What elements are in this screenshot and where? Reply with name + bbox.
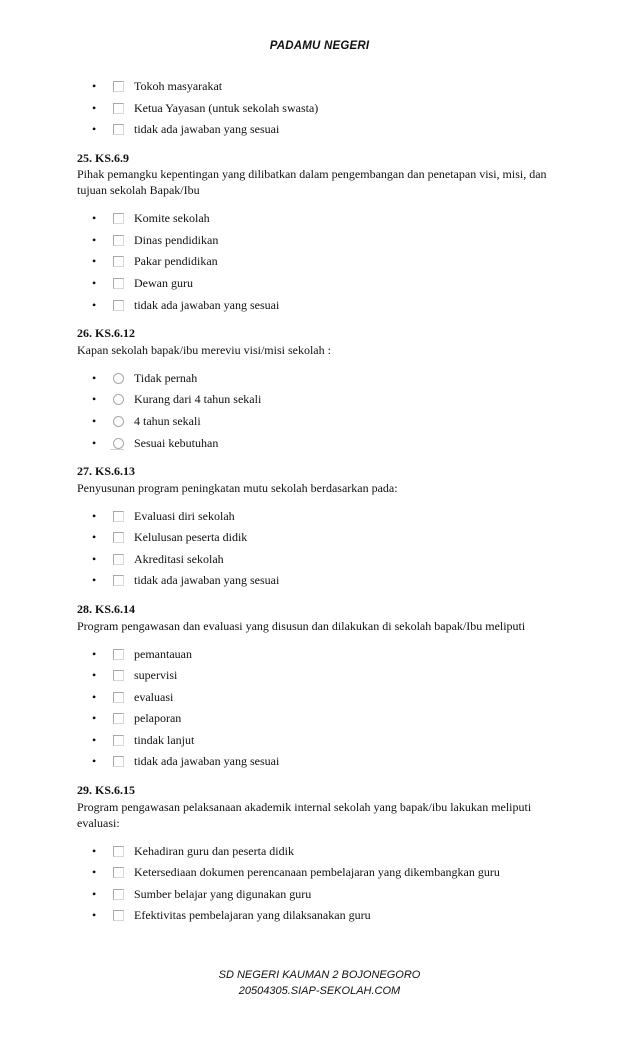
checkbox[interactable] xyxy=(113,575,124,586)
option-label: Komite sekolah xyxy=(134,211,210,226)
option-label: Akreditasi sekolah xyxy=(134,551,224,566)
checkbox[interactable] xyxy=(113,649,124,660)
page-header: PADAMU NEGERI xyxy=(269,40,370,52)
question-text: Program pengawasan pelaksanaan akademik internal sekolah yang bapak/ibu lakukan meliputi evaluasi: xyxy=(77,799,532,830)
bullet-icon: • xyxy=(92,551,97,566)
bullet-icon: • xyxy=(92,668,97,683)
option-list-prev xyxy=(77,76,567,141)
option-label: 4 tahun sekali xyxy=(134,413,201,428)
footer-site: 20504305.SIAP-SEKOLAH.COM xyxy=(238,985,401,997)
radio-button[interactable] xyxy=(113,438,124,449)
option-label: Dinas pendidikan xyxy=(134,232,219,247)
list-item xyxy=(77,644,567,666)
bullet-icon: • xyxy=(92,370,97,385)
footer-school: SD NEGERI KAUMAN 2 BOJONEGORO xyxy=(218,969,421,981)
checkbox[interactable] xyxy=(113,846,124,857)
list-item xyxy=(77,862,567,884)
list-item xyxy=(77,251,567,273)
radio-button[interactable] xyxy=(113,416,124,427)
checkbox[interactable] xyxy=(113,713,124,724)
question-code: 25. KS.6.9 xyxy=(77,150,130,165)
list-item xyxy=(77,119,567,141)
list-item xyxy=(77,411,567,433)
bullet-icon: • xyxy=(92,573,97,588)
checkbox[interactable] xyxy=(113,735,124,746)
question-text: Penyusunan program peningkatan mutu sekolah berdasarkan pada: xyxy=(77,480,398,495)
list-item xyxy=(77,389,567,411)
option-label: Efektivitas pembelajaran yang dilaksanakan guru xyxy=(134,908,371,923)
checkbox[interactable] xyxy=(113,278,124,289)
checkbox[interactable] xyxy=(113,103,124,114)
checkbox[interactable] xyxy=(113,300,124,311)
checkbox[interactable] xyxy=(113,889,124,900)
list-item xyxy=(77,687,567,709)
option-list xyxy=(77,644,567,774)
question-code: 28. KS.6.14 xyxy=(77,602,136,616)
checkbox[interactable] xyxy=(113,81,124,92)
list-item xyxy=(77,884,567,906)
option-label: Sesuai kebutuhan xyxy=(134,435,219,450)
bullet-icon: • xyxy=(92,100,97,115)
checkbox[interactable] xyxy=(113,532,124,543)
option-label: tidak ada jawaban yang sesuai xyxy=(134,573,280,588)
list-item xyxy=(77,506,567,528)
list-item xyxy=(77,905,567,927)
checkbox[interactable] xyxy=(113,692,124,703)
question-text: Program pengawasan dan evaluasi yang disusun dan dilakukan di sekolah bapak/Ibu meliputi xyxy=(77,618,526,633)
option-label: Pakar pendidikan xyxy=(134,254,218,269)
option-label: evaluasi xyxy=(134,689,174,704)
question-text: Kapan sekolah bapak/ibu mereviu visi/misi sekolah : xyxy=(77,342,331,357)
list-item xyxy=(77,433,567,455)
list-item xyxy=(77,751,567,773)
bullet-icon: • xyxy=(92,79,97,93)
checkbox[interactable] xyxy=(113,235,124,246)
bullet-icon: • xyxy=(92,435,97,450)
bullet-icon: • xyxy=(92,392,97,407)
question-code: 26. KS.6.12 xyxy=(77,326,136,341)
list-item xyxy=(77,273,567,295)
list-item xyxy=(77,841,567,863)
question-code: 27. KS.6.13 xyxy=(77,464,136,479)
bullet-icon: • xyxy=(92,413,97,428)
checkbox[interactable] xyxy=(113,256,124,267)
option-label: Dewan guru xyxy=(134,276,193,291)
checkbox[interactable] xyxy=(113,867,124,878)
checkbox[interactable] xyxy=(113,124,124,135)
option-label: tidak ada jawaban yang sesuai xyxy=(134,122,280,137)
list-item xyxy=(77,665,567,687)
option-list xyxy=(77,506,567,592)
bullet-icon: • xyxy=(92,297,97,312)
option-label: Sumber belajar yang digunakan guru xyxy=(134,886,312,901)
option-label: supervisi xyxy=(134,668,178,683)
option-list xyxy=(77,368,567,454)
option-label: tidak ada jawaban yang sesuai xyxy=(134,297,280,312)
bullet-icon: • xyxy=(92,232,97,247)
bullet-icon: • xyxy=(92,530,97,545)
checkbox[interactable] xyxy=(113,670,124,681)
checkbox[interactable] xyxy=(113,554,124,565)
bullet-icon: • xyxy=(92,689,97,704)
bullet-icon: • xyxy=(92,732,97,747)
bullet-icon: • xyxy=(92,646,97,661)
option-label: Kurang dari 4 tahun sekali xyxy=(134,392,262,407)
bullet-icon: • xyxy=(92,276,97,291)
list-item xyxy=(77,295,567,317)
bullet-icon: • xyxy=(92,122,97,137)
option-label: tindak lanjut xyxy=(134,732,195,747)
bullet-icon: • xyxy=(92,508,97,523)
bullet-icon: • xyxy=(92,254,97,269)
checkbox[interactable] xyxy=(113,511,124,522)
bullet-icon: • xyxy=(92,711,97,726)
option-label: Kehadiran guru dan peserta didik xyxy=(134,843,294,858)
bullet-icon: • xyxy=(92,865,97,880)
option-label: Evaluasi diri sekolah xyxy=(134,508,235,523)
list-item xyxy=(77,98,567,120)
list-item xyxy=(77,549,567,571)
list-item xyxy=(77,76,567,98)
bullet-icon: • xyxy=(92,754,97,769)
list-item xyxy=(77,570,567,592)
list-item xyxy=(77,230,567,252)
list-item xyxy=(77,527,567,549)
bullet-icon: • xyxy=(92,843,97,858)
bullet-icon: • xyxy=(92,908,97,923)
bullet-icon: • xyxy=(92,886,97,901)
question-text: Pihak pemangku kepentingan yang dilibatkan dalam pengembangan dan penetapan visi, misi, dan tujuan sekolah Bapak/Ibu xyxy=(77,167,547,198)
option-label: Ketua Yayasan (untuk sekolah swasta) xyxy=(134,100,319,115)
radio-button[interactable] xyxy=(113,394,124,405)
option-list xyxy=(77,841,567,927)
option-list xyxy=(77,208,567,316)
list-item xyxy=(77,708,567,730)
option-label: pemantauan xyxy=(134,646,192,661)
list-item xyxy=(77,368,567,390)
option-label: Ketersediaan dokumen perencanaan pembelajaran yang dikembangkan guru xyxy=(134,865,500,880)
option-label: pelaporan xyxy=(134,711,182,726)
list-item xyxy=(77,208,567,230)
option-label: tidak ada jawaban yang sesuai xyxy=(134,754,280,769)
question-code: 29. KS.6.15 xyxy=(77,783,136,798)
page-footer xyxy=(0,967,639,999)
option-label: Tidak pernah xyxy=(134,370,198,385)
checkbox[interactable] xyxy=(113,213,124,224)
option-label: Kelulusan peserta didik xyxy=(134,530,248,545)
bullet-icon: • xyxy=(92,211,97,226)
list-item xyxy=(77,730,567,752)
checkbox[interactable] xyxy=(113,756,124,767)
option-label: Tokoh masyarakat xyxy=(134,79,223,93)
survey-content xyxy=(77,76,567,927)
checkbox[interactable] xyxy=(113,910,124,921)
radio-button[interactable] xyxy=(113,373,124,384)
